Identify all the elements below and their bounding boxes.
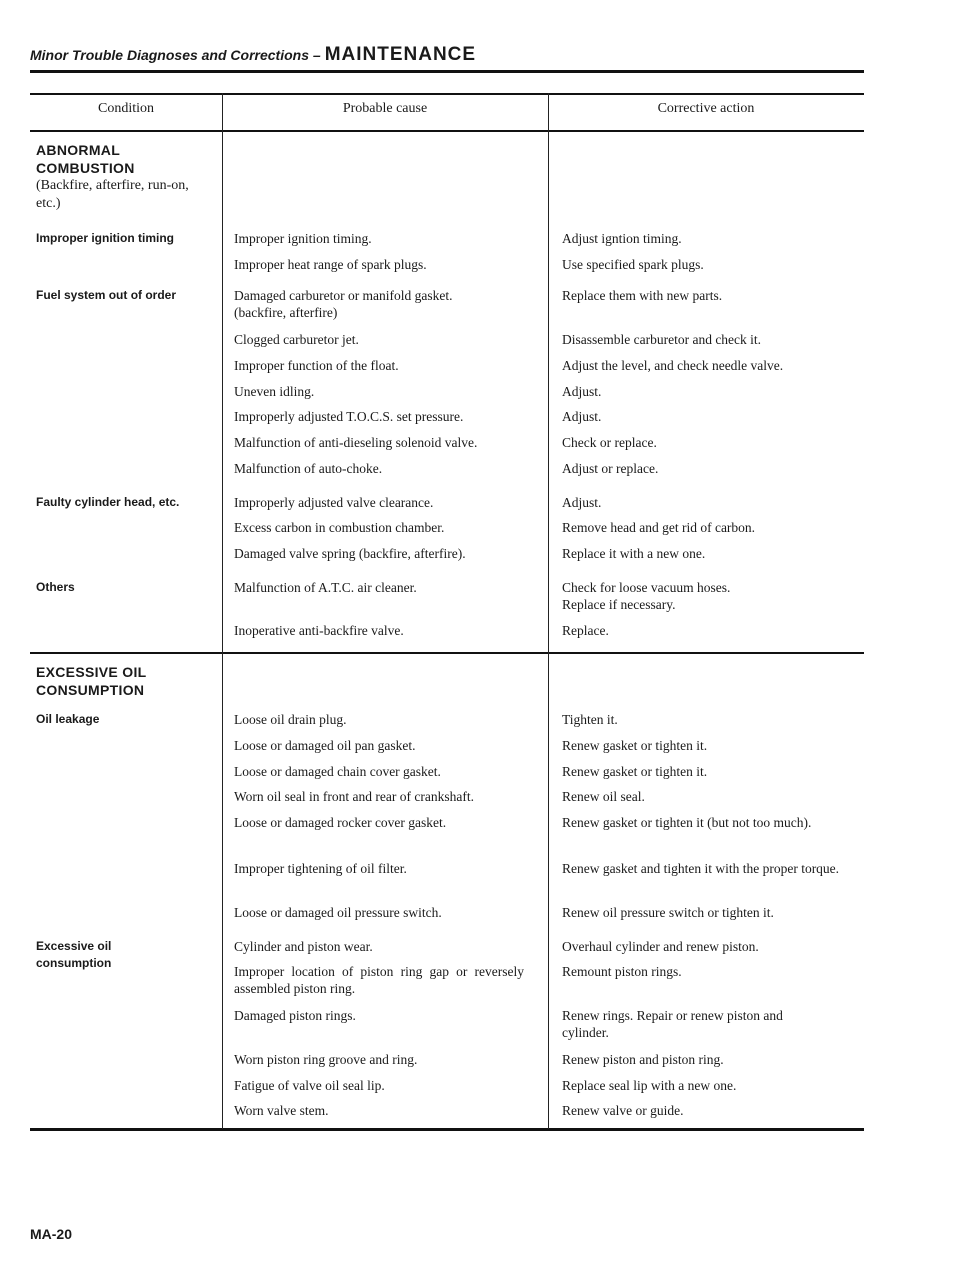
header-title: MAINTENANCE: [324, 44, 477, 65]
cause-cell: Damaged carburetor or manifold gasket. (backfire, afterfire): [234, 288, 453, 320]
action-cell: Replace.: [562, 623, 609, 638]
action-cell: Disassemble carburetor and check it.: [562, 332, 762, 347]
cause-cell: Improper location of piston ring gap or reversely assembled piston ring.: [234, 964, 524, 996]
action-cell: Overhaul cylinder and renew piston.: [562, 939, 759, 954]
action-cell: Remove head and get rid of carbon.: [562, 520, 756, 535]
section-title-text: ABNORMAL COMBUSTION: [36, 142, 135, 176]
action-cell: Remount piston rings.: [562, 964, 682, 979]
cause-cell: Damaged piston rings.: [234, 1008, 356, 1023]
action-cell: Adjust.: [562, 495, 602, 510]
cause-cell: Loose or damaged oil pressure switch.: [234, 905, 442, 920]
cause-cell: Worn valve stem.: [234, 1103, 329, 1118]
action-cell: Adjust the level, and check needle valve.: [562, 358, 784, 373]
cause-cell: Cylinder and piston wear.: [234, 939, 373, 954]
condition-label: Oil leakage: [36, 712, 100, 726]
action-cell: Renew gasket or tighten it.: [562, 764, 708, 779]
table-top-rule: [30, 93, 864, 95]
column-divider-1: [222, 93, 223, 1129]
cause-cell: Excess carbon in combustion chamber.: [234, 520, 445, 535]
cause-cell: Improper tightening of oil filter.: [234, 861, 407, 876]
action-cell: Adjust or replace.: [562, 461, 659, 476]
cause-cell: Loose oil drain plug.: [234, 712, 347, 727]
cause-cell: Uneven idling.: [234, 384, 315, 399]
cause-cell: Worn piston ring groove and ring.: [234, 1052, 418, 1067]
cause-cell: Malfunction of anti-dieseling solenoid valve.: [234, 435, 478, 450]
cause-cell: Clogged carburetor jet.: [234, 332, 359, 347]
action-cell: Replace seal lip with a new one.: [562, 1078, 737, 1093]
action-cell: Adjust.: [562, 384, 602, 399]
cause-cell: Worn oil seal in front and rear of crankshaft.: [234, 789, 474, 804]
action-cell: Renew gasket or tighten it.: [562, 738, 708, 753]
action-cell: Renew valve or guide.: [562, 1103, 684, 1118]
section-divider-rule: [30, 652, 864, 654]
cause-cell: Fatigue of valve oil seal lip.: [234, 1078, 385, 1093]
cause-cell: Improperly adjusted T.O.C.S. set pressure.: [234, 409, 464, 424]
section-subtitle: (Backfire, afterfire, run-on, etc.): [36, 178, 189, 211]
cause-cell: Improper function of the float.: [234, 358, 399, 373]
action-cell: Renew oil seal.: [562, 789, 645, 804]
action-cell: Adjust.: [562, 409, 602, 424]
action-cell: Replace it with a new one.: [562, 546, 706, 561]
action-cell: Renew piston and piston ring.: [562, 1052, 724, 1067]
cause-cell: Improper heat range of spark plugs.: [234, 257, 427, 272]
cause-cell: Malfunction of auto-choke.: [234, 461, 383, 476]
action-cell: Use specified spark plugs.: [562, 257, 704, 272]
cause-cell: Improper ignition timing.: [234, 231, 372, 246]
condition-label: Fuel system out of order: [36, 288, 177, 302]
cause-cell: Loose or damaged rocker cover gasket.: [234, 815, 447, 830]
column-header-condition: Condition: [97, 101, 154, 116]
header-subtitle: Minor Trouble Diagnoses and Corrections –: [30, 47, 321, 63]
section-title: EXCESSIVE OIL CONSUMPTION: [36, 664, 147, 698]
cause-cell: Loose or damaged chain cover gasket.: [234, 764, 441, 779]
condition-label: Improper ignition timing: [36, 231, 174, 245]
condition-label: Others: [36, 580, 75, 594]
section-title: [36, 141, 216, 213]
action-cell: Renew gasket or tighten it (but not too much).: [562, 815, 812, 830]
cause-cell: Loose or damaged oil pan gasket.: [234, 738, 416, 753]
column-header-action: Corrective action: [657, 101, 755, 116]
action-cell: Adjust igntion timing.: [562, 231, 682, 246]
page-number: MA-20: [30, 1226, 73, 1242]
action-cell: Renew gasket and tighten it with the proper torque.: [562, 861, 840, 876]
condition-label: Faulty cylinder head, etc.: [36, 495, 180, 509]
table-bottom-rule: [30, 1128, 864, 1131]
action-cell: Renew oil pressure switch or tighten it.: [562, 905, 774, 920]
column-header-cause: Probable cause: [342, 101, 428, 116]
action-cell: Tighten it.: [562, 712, 618, 727]
column-divider-2: [548, 93, 549, 1129]
page-header: [30, 44, 864, 73]
action-cell: Replace them with new parts.: [562, 288, 723, 303]
column-header-rule: [30, 130, 864, 132]
action-cell: Renew rings. Repair or renew piston and cylinder.: [562, 1008, 783, 1040]
action-cell: Check or replace.: [562, 435, 657, 450]
condition-label: Excessive oil consumption: [36, 939, 112, 970]
cause-cell: Inoperative anti-backfire valve.: [234, 623, 404, 638]
action-cell: Check for loose vacuum hoses. Replace if necessary.: [562, 580, 731, 612]
cause-cell: Malfunction of A.T.C. air cleaner.: [234, 580, 417, 595]
cause-cell: Improperly adjusted valve clearance.: [234, 495, 434, 510]
cause-cell: Damaged valve spring (backfire, afterfire).: [234, 546, 466, 561]
